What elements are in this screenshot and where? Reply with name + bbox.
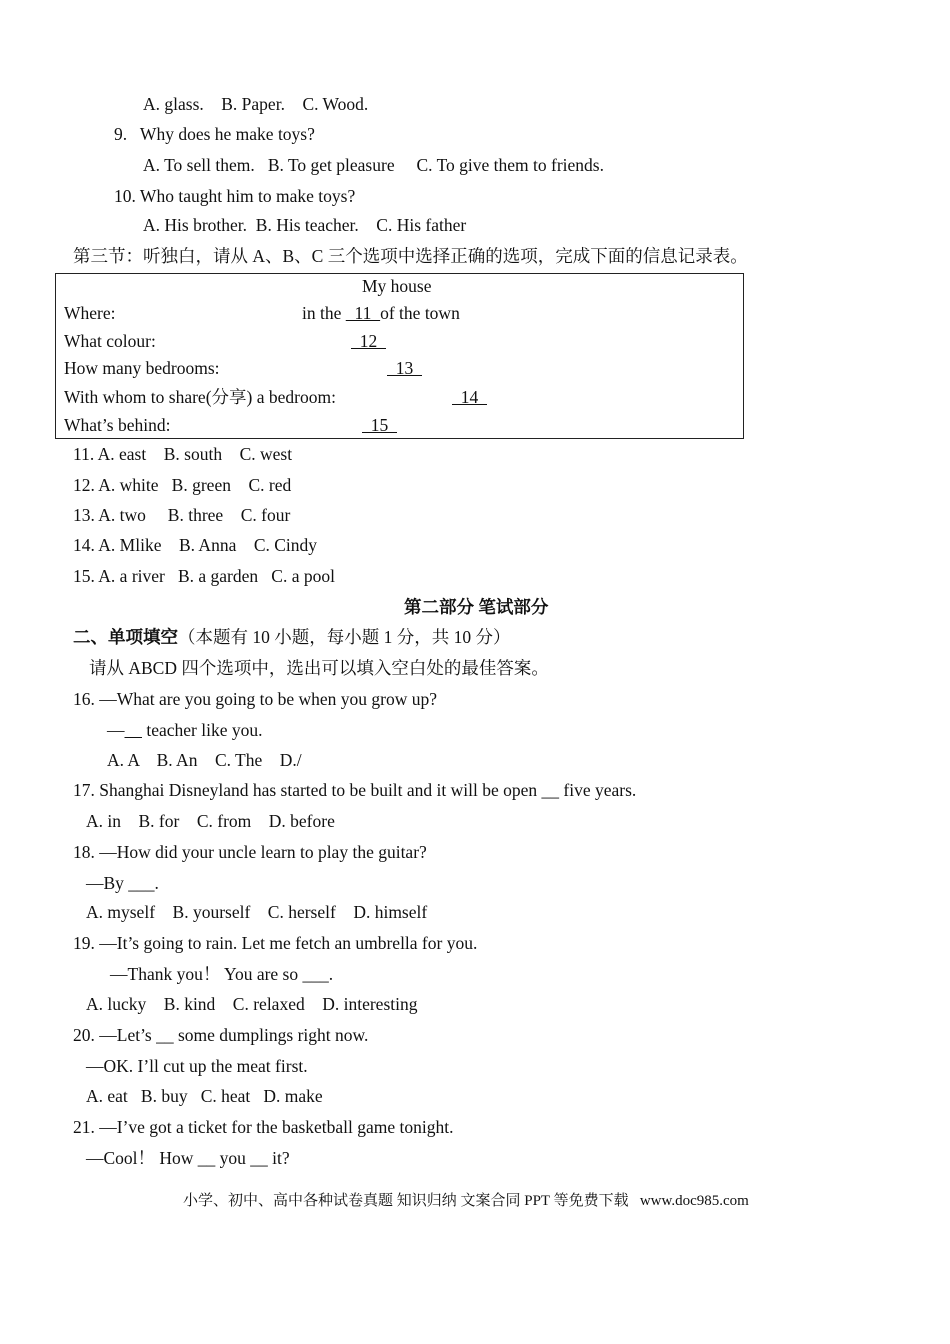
q18-reply: —By ___. [86,873,159,893]
q19-options: A. lucky B. kind C. relaxed D. interesting [86,994,418,1014]
section3-instruction: 第三节：听独白，请从 A、B、C 三个选项中选择正确的选项，完成下面的信息记录表。 [73,246,748,266]
q16-reply-rest: teacher like you. [142,720,263,740]
q13-options: 13. A. two B. three C. four [73,505,291,525]
q9-stem: 9. Why does he make toys? [114,124,315,144]
row-where-answer [302,302,460,324]
row-where-label: Where: [64,303,116,323]
section-title: 二、单项填空 [73,627,178,647]
row-colour-label: What colour: [64,331,156,351]
blank-14: 14 [452,387,487,407]
q10-options: A. His brother. B. His teacher. C. His father [143,215,467,235]
q10-stem: 10. Who taught him to make toys? [114,186,356,206]
q21-reply: —Cool！ How __ you __ it? [86,1148,290,1168]
q20-stem: 20. —Let’s __ some dumplings right now. [73,1025,369,1045]
row-where-suffix: of the town [380,303,460,323]
q16-stem: 16. —What are you going to be when you grow up? [73,689,438,709]
blank-13: 13 [387,358,422,378]
q16-reply-dash: — [107,720,125,740]
q12-options: 12. A. white B. green C. red [73,475,292,495]
q8-options: A. glass. B. Paper. C. Wood. [143,94,369,114]
q11-options: 11. A. east B. south C. west [73,444,293,464]
q17-stem: 17. Shanghai Disneyland has started to be built and it will be open __ five years. [73,780,637,800]
blank-12: 12 [351,331,386,351]
blank-15: 15 [362,415,397,435]
blank-11: 11 [345,303,381,323]
row-share-label: With whom to share(分享) a bedroom: [64,387,336,407]
q20-reply: —OK. I’ll cut up the meat first. [86,1056,308,1076]
q9-options: A. To sell them. B. To get pleasure C. To give them to friends. [143,155,604,175]
q18-stem: 18. —How did your uncle learn to play the guitar? [73,842,427,862]
page-footer: 小学、初中、高中各种试卷真题 知识归纳 文案合同 PPT 等免费下载 www.doc985.com [183,1193,749,1209]
q19-reply: —Thank you！ You are so ___. [110,964,334,984]
row-where-prefix: in the [302,303,346,323]
q16-blank [125,720,143,740]
q18-options: A. myself B. yourself C. herself D. himself [86,902,428,922]
q21-stem: 21. —I’ve got a ticket for the basketball game tonight. [73,1117,454,1137]
q19-stem: 19. —It’s going to rain. Let me fetch an umbrella for you. [73,933,478,953]
q14-options: 14. A. Mlike B. Anna C. Cindy [73,535,318,555]
q15-options: 15. A. a river B. a garden C. a pool [73,566,335,586]
table-title: My house [362,276,432,296]
part2-instruction: 请从 ABCD 四个选项中，选出可以填入空白处的最佳答案。 [89,658,549,678]
section-single-choice [73,626,511,648]
row-behind-label: What’s behind: [64,415,171,435]
q20-options: A. eat B. buy C. heat D. make [86,1086,323,1106]
row-bedrooms-label: How many bedrooms: [64,358,220,378]
section-note: （本题有 10 小题，每小题 1 分，共 10 分） [178,627,511,647]
q17-options: A. in B. for C. from D. before [86,811,335,831]
part2-heading: 第二部分 笔试部分 [404,597,549,617]
q16-reply [107,719,263,741]
q16-options: A. A B. An C. The D./ [107,750,302,770]
